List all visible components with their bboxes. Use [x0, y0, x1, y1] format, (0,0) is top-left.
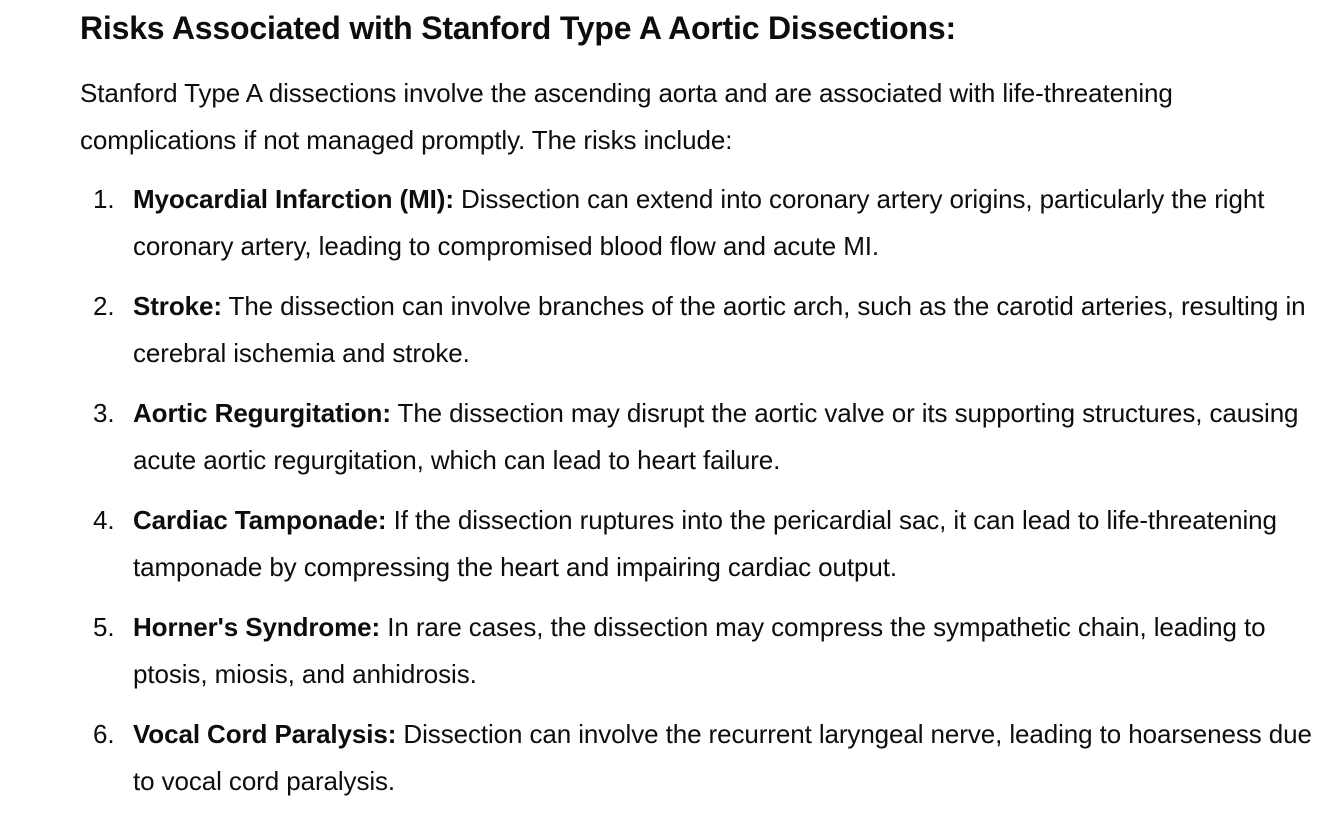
list-item-text: Dissection can extend into coronary artery origins, particularly the right coronary artery, leading to compromised blood flow and acute MI.	[133, 184, 1265, 261]
list-item-number: 4.	[93, 505, 115, 535]
list-item-number: 3.	[93, 398, 115, 428]
list-item-text: Dissection can involve the recurrent laryngeal nerve, leading to hoarseness due to vocal cord paralysis.	[133, 719, 1312, 796]
list-item-text: The dissection may disrupt the aortic valve or its supporting structures, causing acute aortic regurgitation, which can lead to heart failure.	[133, 398, 1299, 475]
list-item	[80, 497, 1320, 591]
list-item	[80, 604, 1320, 698]
list-item-text: In rare cases, the dissection may compress the sympathetic chain, leading to ptosis, miosis, and anhidrosis.	[133, 612, 1266, 689]
intro-paragraph: Stanford Type A dissections involve the ascending aorta and are associated with life-threatening complications if not managed promptly. The risks include:	[80, 78, 1173, 155]
list-item-term: Vocal Cord Paralysis:	[133, 719, 397, 749]
list-item-number: 1.	[93, 184, 115, 214]
list-item-term: Myocardial Infarction (MI):	[133, 184, 454, 214]
list-item-number: 6.	[93, 719, 115, 749]
risk-list	[80, 176, 1320, 805]
list-item-term: Horner's Syndrome:	[133, 612, 381, 642]
list-item-text: If the dissection ruptures into the pericardial sac, it can lead to life-threatening tamponade by compressing the heart and impairing cardiac output.	[133, 505, 1277, 582]
list-item	[80, 176, 1320, 270]
list-item-text: The dissection can involve branches of the aortic arch, such as the carotid arteries, resulting in cerebral ischemia and stroke.	[133, 291, 1306, 368]
document-content	[80, 0, 1320, 818]
list-item	[80, 711, 1320, 805]
list-item	[80, 390, 1320, 484]
list-item-term: Stroke:	[133, 291, 222, 321]
list-item-term: Cardiac Tamponade:	[133, 505, 387, 535]
list-item-term: Aortic Regurgitation:	[133, 398, 391, 428]
list-item	[80, 283, 1320, 377]
list-item-number: 5.	[93, 612, 115, 642]
list-item-number: 2.	[93, 291, 115, 321]
section-heading: Risks Associated with Stanford Type A Aortic Dissections:	[80, 10, 956, 46]
